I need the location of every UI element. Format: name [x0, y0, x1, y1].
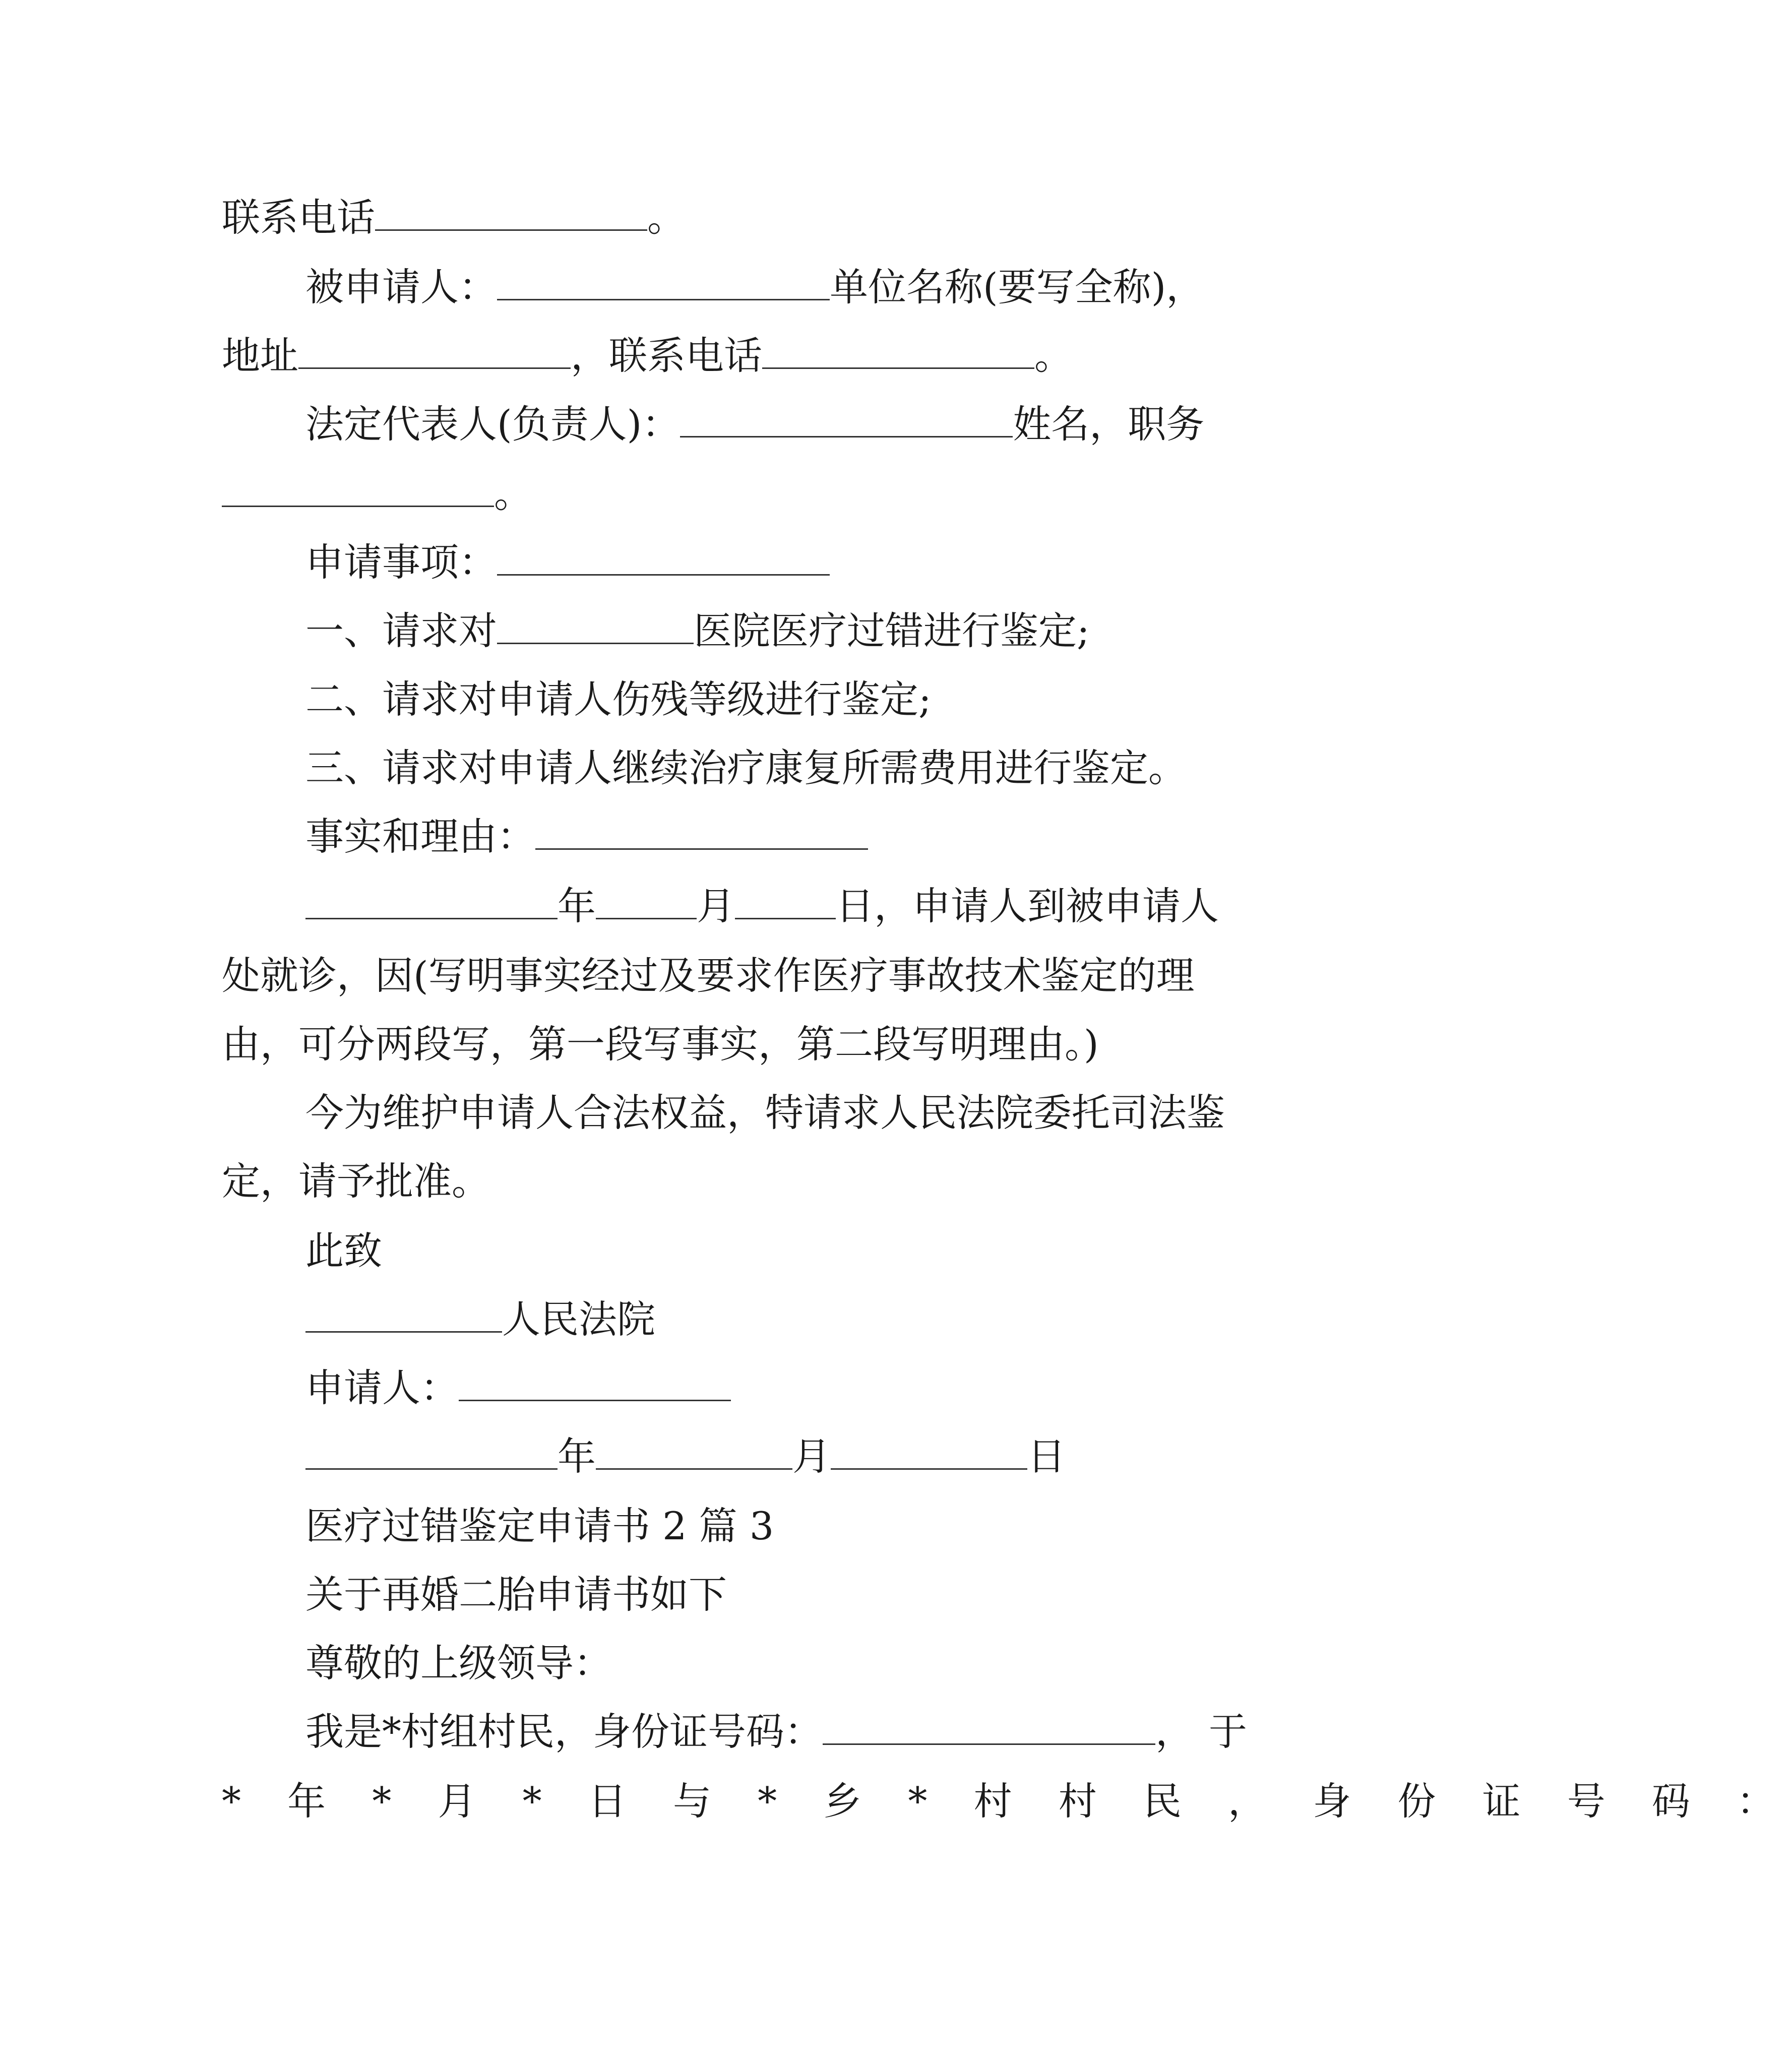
position-blank	[222, 475, 494, 507]
item-one-line	[0, 606, 1459, 656]
month-label: 月	[697, 884, 735, 928]
year-blank	[305, 888, 558, 919]
application-items-label: 申请事项：	[305, 540, 497, 585]
visit-date-line	[0, 881, 1459, 931]
body-text: 处就诊，因(写明事实经过及要求作医疗事故技术鉴定的理	[222, 953, 1195, 998]
visit-text: 日，申请人到被申请人	[836, 884, 1219, 928]
identity-suffix: ，于	[1155, 1709, 1262, 1754]
id-number-blank	[823, 1713, 1155, 1745]
legal-rep-label: 法定代表人(负责人)：	[305, 402, 681, 447]
year-label: 年	[558, 884, 596, 928]
applicant-label: 申请人：	[305, 1365, 459, 1410]
month-blank	[596, 888, 697, 919]
request-line	[0, 1156, 1459, 1207]
legal-rep-blank	[680, 406, 1013, 437]
month-label: 月	[792, 1434, 831, 1479]
year-blank	[305, 1438, 558, 1470]
item-two-text: 二、请求对申请人伤残等级进行鉴定;	[305, 677, 932, 722]
period: 。	[1034, 333, 1073, 378]
phone-label: ，联系电话	[571, 333, 762, 378]
day-label: 日	[1027, 1434, 1066, 1479]
request-text: 今为维护申请人合法权益，特请求人民法院委托司法鉴	[305, 1090, 1225, 1135]
body-text: 由，可分两段写，第一段写事实，第二段写明理由。)	[222, 1022, 1099, 1067]
body-text-line	[0, 951, 1459, 1001]
court-line	[0, 1294, 1459, 1345]
position-line	[0, 469, 1459, 519]
item-one-prefix: 一、请求对	[305, 608, 497, 653]
item-three-line	[0, 743, 1459, 793]
court-blank	[305, 1301, 502, 1333]
court-label: 人民法院	[502, 1297, 655, 1342]
intro-line	[0, 1570, 1459, 1620]
applicant-signature-line	[0, 1363, 1459, 1413]
body-text-line	[0, 1019, 1459, 1070]
phone-blank	[762, 337, 1034, 369]
contact-phone-blank	[375, 199, 647, 231]
application-items-blank	[497, 544, 830, 576]
day-blank	[831, 1438, 1027, 1470]
facts-reasons-line	[0, 811, 1459, 862]
facts-reasons-blank	[535, 818, 868, 850]
identity-text: 我是*村组村民，身份证号码：	[305, 1709, 823, 1754]
day-blank	[735, 888, 836, 919]
section-heading: 医疗过错鉴定申请书 2 篇 3	[305, 1504, 774, 1548]
period: 。	[494, 471, 532, 516]
applicant-blank	[459, 1369, 731, 1401]
request-line	[0, 1088, 1459, 1138]
month-blank	[596, 1438, 792, 1470]
date-line	[0, 1431, 1459, 1482]
greeting: 尊敬的上级领导：	[305, 1641, 612, 1685]
name-position-label: 姓名，职务	[1013, 402, 1205, 447]
request-text: 定，请予批准。	[222, 1159, 490, 1204]
item-three-text: 三、请求对申请人继续治疗康复所需费用进行鉴定。	[305, 745, 1187, 790]
respondent-blank	[497, 269, 830, 300]
respondent-label: 被申请人：	[305, 265, 497, 309]
salutation: 此致	[305, 1228, 382, 1273]
application-items-line	[0, 537, 1459, 588]
legal-rep-line	[0, 399, 1459, 450]
salutation-line	[0, 1226, 1459, 1276]
hospital-blank	[497, 612, 694, 644]
item-two-line	[0, 674, 1459, 725]
unit-name-note: 单位名称(要写全称)，	[830, 265, 1205, 309]
address-line	[0, 331, 1459, 381]
greeting-line	[0, 1638, 1459, 1689]
address-label: 地址	[222, 333, 298, 378]
year-label: 年	[558, 1434, 596, 1479]
contact-phone-line	[0, 193, 1459, 243]
address-blank	[298, 337, 571, 369]
section-heading-line	[0, 1501, 1459, 1551]
respondent-line	[0, 262, 1459, 312]
identity-line-2	[0, 1776, 1792, 1827]
identity-line	[0, 1707, 1459, 1757]
contact-phone-label: 联系电话	[222, 195, 375, 240]
facts-reasons-label: 事实和理由：	[305, 814, 535, 859]
item-one-suffix: 医院医疗过错进行鉴定;	[694, 608, 1090, 653]
period: 。	[647, 195, 686, 240]
intro-text: 关于再婚二胎申请书如下	[305, 1572, 727, 1617]
identity-text-2: * 年 * 月 * 日 与 * 乡 * 村 村 民 ， 身 份 证 号 码 ：	[222, 1779, 1792, 1824]
